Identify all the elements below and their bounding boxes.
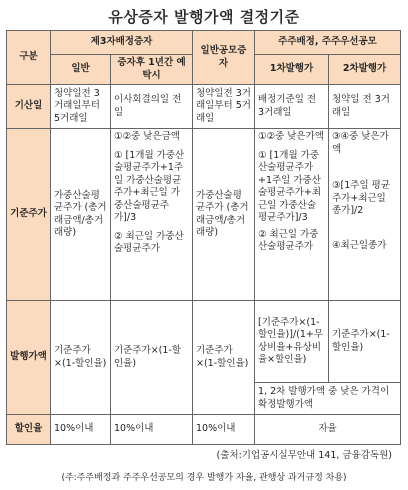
cell-base-date-first: 배정기준일 전 3거래일 xyxy=(255,85,329,129)
header-public-general: 일반공모증자 xyxy=(193,31,255,85)
row-label-issue-price: 발행가액 xyxy=(7,301,51,415)
row-label-base-date: 기산일 xyxy=(7,85,51,129)
header-second-price: 2차발행가 xyxy=(329,55,401,85)
cell-base-price-public: 가중산술평균주가 (총거래금액/총거래량) xyxy=(193,129,255,301)
second-price-rule-4: ④최근일종가 xyxy=(332,239,387,251)
criteria-table xyxy=(6,30,401,445)
cell-base-date-deposit: 이사회결의일 전일 xyxy=(111,85,193,129)
header-rights: 주주배정, 주주우선공모 xyxy=(255,31,401,55)
cell-issue-price-deposit: 기준주가×(1-할인율) xyxy=(111,301,193,415)
cell-base-date-public: 청약일전 3거래일부터 5거래일 xyxy=(193,85,255,129)
first-price-rule-1: ① [1개월 가중산술평균주가+1주일 가중산술평균주가+최근일 가중산술평균주가]/3 xyxy=(258,149,322,223)
first-price-head: ①②중 낮은가액 xyxy=(258,131,324,142)
header-first-price: 1차발행가 xyxy=(255,55,329,85)
header-deposit: 증자후 1년간 예탁시 xyxy=(111,55,193,85)
cell-base-price-first xyxy=(255,129,329,301)
cell-issue-price-public: 기준주가×(1-할인율) xyxy=(193,301,255,415)
cell-base-date-general: 청약일전 3거래일부터 5거래일 xyxy=(51,85,111,129)
cell-issue-price-merged: 1, 2차 발행가액 중 낮은 가격이 확정발행가액 xyxy=(255,383,401,415)
second-price-rule-3: ③[1주일 평균주가+최근일 종가]/2 xyxy=(332,180,390,216)
cell-discount-public: 10%이내 xyxy=(193,415,255,445)
header-general: 일반 xyxy=(51,55,111,85)
deposit-price-head: ①②중 낮은금액 xyxy=(114,131,180,142)
cell-base-price-general: 가중산술평균주가 (총거래금액/총거래량) xyxy=(51,129,111,301)
cell-base-price-deposit xyxy=(111,129,193,301)
source-citation: (출처:기업공시실무안내 141, 금융감독원) xyxy=(216,450,392,461)
first-price-rule-2: ② 최근일 가중산술평균주가 xyxy=(258,228,319,252)
cell-discount-general: 10%이내 xyxy=(51,415,111,445)
deposit-price-rule-1: ① [1개월 가중산술평균주가+1주일 가중산술평균주가+최근일 가중산술평균주가]/3 xyxy=(114,149,185,223)
header-category: 구분 xyxy=(7,31,51,85)
cell-issue-price-second: 기준주가×(1-할인율) xyxy=(329,301,401,383)
deposit-price-rule-2: ② 최근일 가중산술평균주가 xyxy=(114,230,184,254)
page-title: 유상증자 발행가액 결정기준 xyxy=(108,8,300,26)
cell-issue-price-general: 기준주가×(1-할인율) xyxy=(51,301,111,415)
row-label-base-price: 기준주가 xyxy=(7,129,51,301)
cell-base-date-second: 청약일 전 3거래일 xyxy=(329,85,401,129)
second-price-head: ③④중 낮은가액 xyxy=(332,131,389,155)
cell-discount-deposit: 10%이내 xyxy=(111,415,193,445)
row-label-discount: 할인율 xyxy=(7,415,51,445)
footnote: (주:주주배정과 주주우선공모의 경우 발행가 자율, 관행상 과거규정 차용) xyxy=(61,473,347,483)
cell-base-price-second xyxy=(329,129,401,301)
cell-discount-rights: 자율 xyxy=(255,415,401,445)
header-third-party: 제3자배정증자 xyxy=(51,31,193,55)
cell-issue-price-first: [기준주가×(1-할인율)]/(1+무상비율+유상비율×할인율) xyxy=(255,301,329,383)
